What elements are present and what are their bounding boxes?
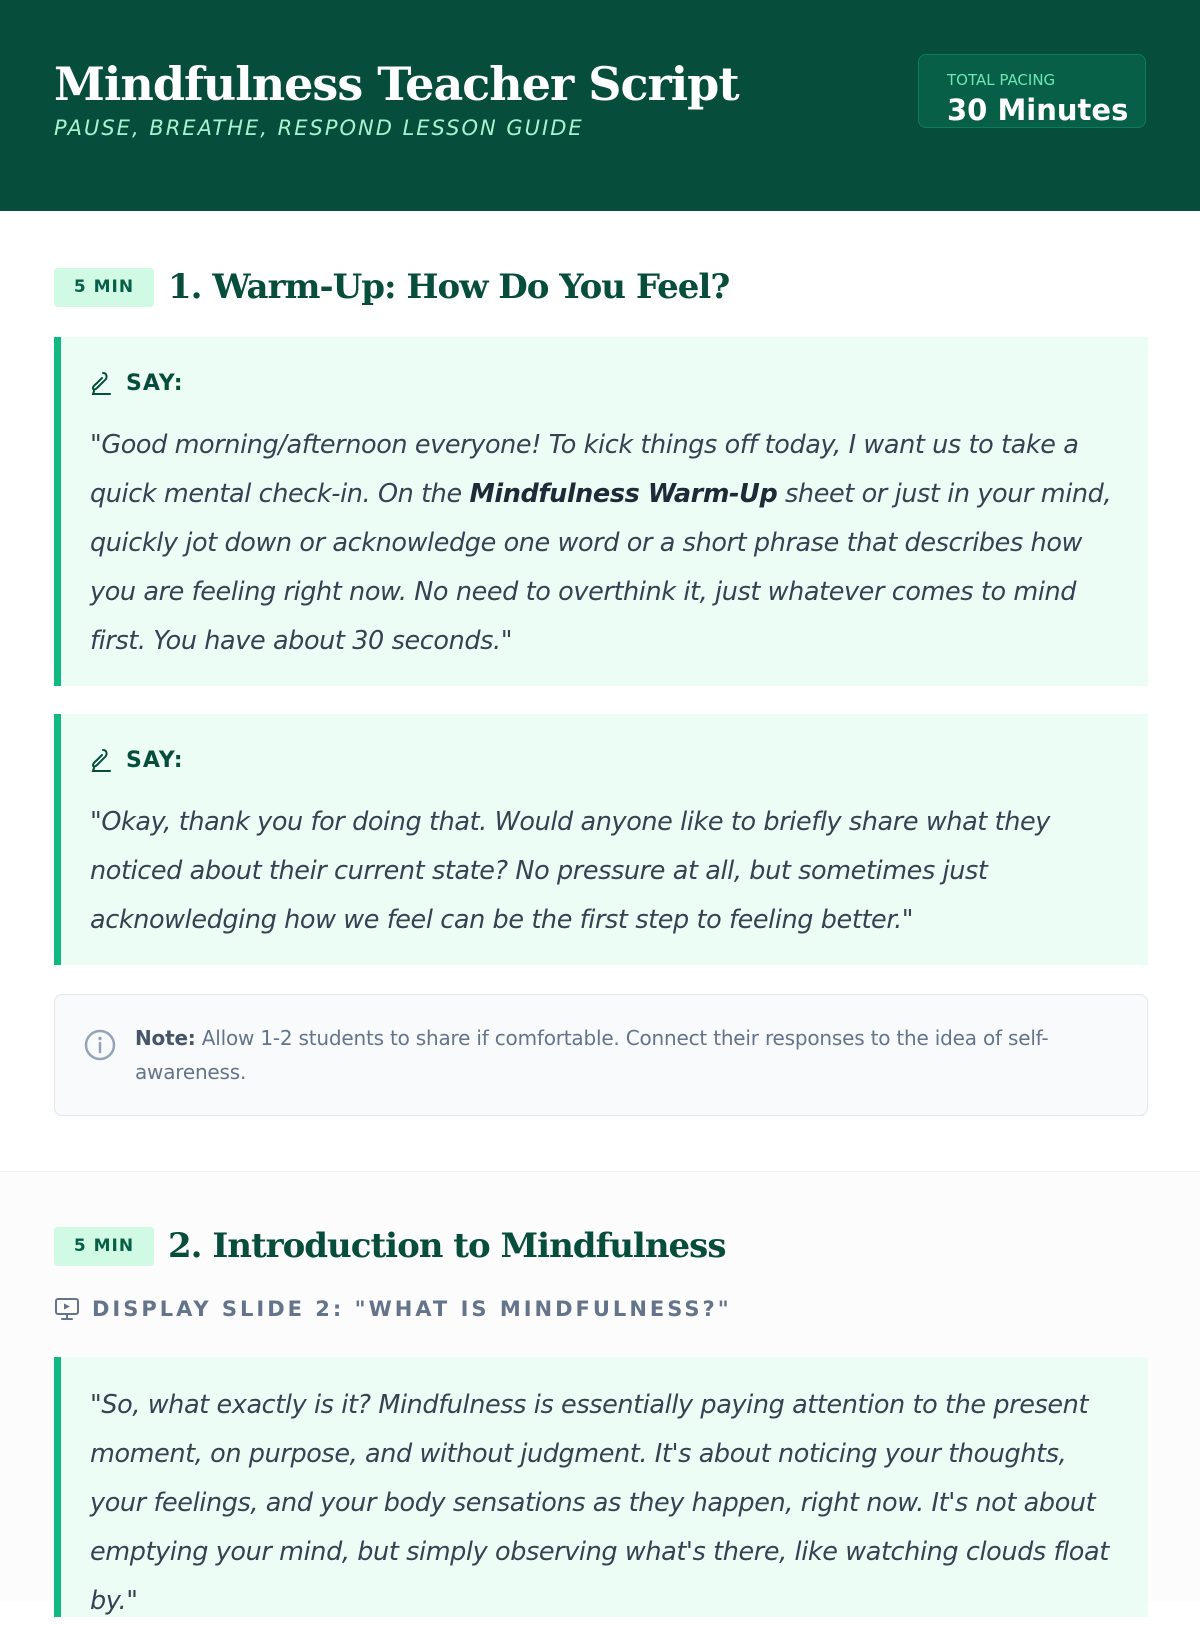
section-title: 1. Warm-Up: How Do You Feel? <box>168 267 730 307</box>
say-block <box>54 337 1148 686</box>
page-header <box>0 0 1200 211</box>
slide-instruction <box>54 1296 732 1322</box>
note-label: Note: <box>135 1026 196 1050</box>
section-heading <box>54 1226 725 1266</box>
note-body: Allow 1-2 students to share if comfortable. Connect their responses to the idea of self-awareness. <box>135 1026 1049 1084</box>
page-subtitle: PAUSE, BREATHE, RESPOND LESSON GUIDE <box>54 116 584 140</box>
page-title: Mindfulness Teacher Script <box>54 57 739 111</box>
say-header <box>90 367 1120 399</box>
microphone-icon <box>90 747 112 773</box>
section-title: 2. Introduction to Mindfulness <box>168 1226 726 1266</box>
say-text-part: sheet or just in your mind, quickly jot down or acknowledge one word or a short phrase that describes how you are feeling right now. No need to overthink it, just whatever comes to mind first. You have about 30 seconds." <box>90 479 1112 656</box>
pacing-label: TOTAL PACING <box>947 71 1056 89</box>
say-text-bold: Mindfulness Warm-Up <box>469 479 778 509</box>
note-box <box>54 994 1148 1116</box>
total-pacing-card <box>918 54 1146 128</box>
section-warm-up <box>0 211 1200 1171</box>
say-block <box>54 714 1148 965</box>
duration-badge: 5 MIN <box>54 1227 154 1266</box>
note-text <box>135 1021 1117 1089</box>
pacing-value: 30 Minutes <box>947 93 1129 127</box>
say-text-part: "Good morning/afternoon everyone! To kick things off today, I want us to take a quick mental check-in. On the <box>90 430 1079 509</box>
section-introduction <box>0 1171 1200 1616</box>
say-label: SAY: <box>126 370 184 396</box>
duration-badge: 5 MIN <box>54 268 154 307</box>
slide-label: DISPLAY SLIDE 2: "WHAT IS MINDFULNESS?" <box>92 1297 732 1321</box>
say-text: "So, what exactly is it? Mindfulness is essentially paying attention to the present moment, on purpose, and without judgment. It's about noticing your thoughts, your feelings, and your body sensations as they happen, right now. It's not about emptying your mind, but simply observing what's there, like watching clouds float by." <box>90 1390 1109 1616</box>
say-text: "Okay, thank you for doing that. Would anyone like to briefly share what they noticed about their current state? No pressure at all, but sometimes just acknowledging how we feel can be the first step to feeling better." <box>90 807 1050 935</box>
say-text <box>90 421 1120 666</box>
say-header <box>90 744 1120 776</box>
info-icon <box>84 1029 116 1061</box>
presentation-icon <box>54 1296 80 1322</box>
say-label: SAY: <box>126 747 184 773</box>
say-block <box>54 1357 1148 1617</box>
section-heading <box>54 267 729 307</box>
microphone-icon <box>90 370 112 396</box>
